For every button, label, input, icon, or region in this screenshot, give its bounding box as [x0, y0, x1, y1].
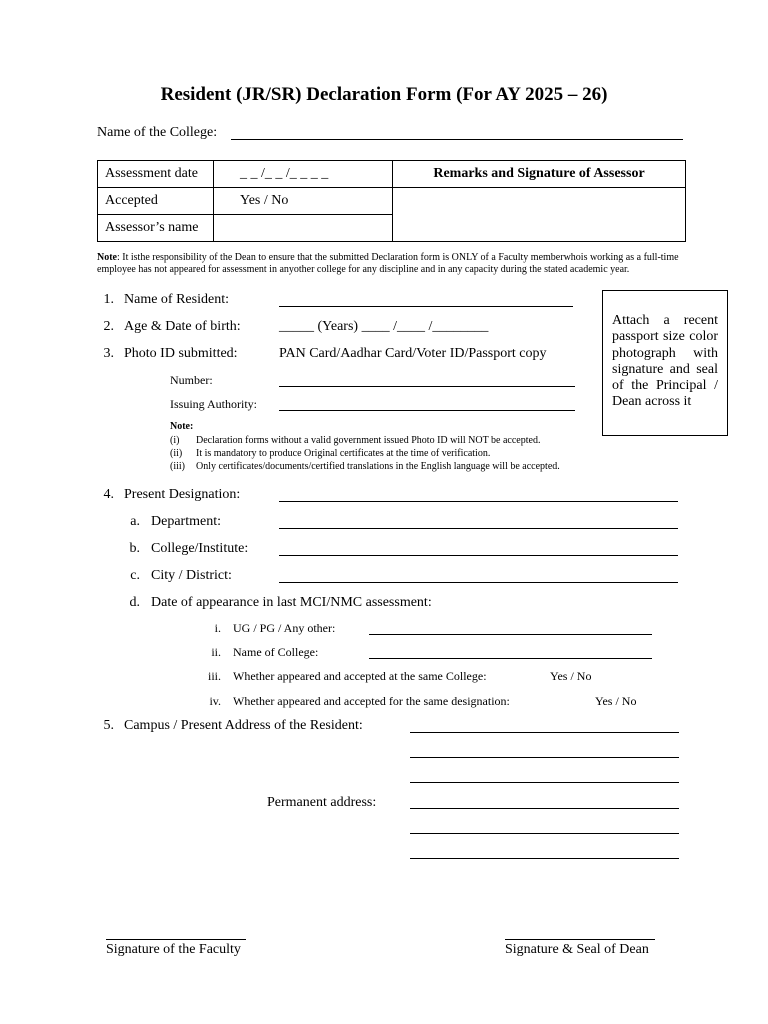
ug-pg-field[interactable] — [369, 634, 652, 635]
note-top-line2: employee has not appeared for assessment in anyother college for any discipline and in any capacity during the stated academic year. — [97, 264, 630, 275]
assessment-date-label: Assessment date — [98, 161, 214, 188]
permanent-address-line-2[interactable] — [410, 833, 679, 834]
city-district-label: City / District: — [151, 568, 232, 583]
city-district-field[interactable] — [279, 582, 678, 583]
item-4-number: 4. — [103, 487, 114, 502]
item-1-number: 1. — [103, 292, 114, 307]
assessment-table — [97, 160, 686, 242]
college-institute-label: College/Institute: — [151, 541, 249, 556]
same-designation-label: Whether appeared and accepted for the same designation: — [233, 694, 510, 708]
item-2-number: 2. — [103, 319, 114, 334]
note-top-text1: : It isthe responsibility of the Dean to ensure that the submitted Declaration form is ONLY of a Faculty memberwhois working as a full-time — [117, 252, 679, 263]
designation-field[interactable] — [279, 501, 678, 502]
item-5-number: 5. — [103, 718, 114, 733]
id-note-1-num: (i) — [170, 435, 180, 446]
sub-i-number: i. — [214, 621, 221, 635]
id-note-title: Note: — [170, 421, 194, 432]
remarks-signature-cell[interactable] — [393, 188, 686, 242]
accepted-value[interactable]: Yes / No — [214, 188, 393, 215]
designation-label: Present Designation: — [124, 487, 241, 502]
issuing-authority-label: Issuing Authority: — [170, 397, 258, 411]
id-note-2-num: (ii) — [170, 448, 183, 459]
present-address-line-3[interactable] — [410, 782, 679, 783]
note-top-label: Note — [97, 252, 117, 263]
assessor-name-field[interactable] — [214, 215, 393, 242]
item-1-label: Name of Resident: — [124, 292, 229, 307]
id-note-3: Only certificates/documents/certified translations in the English language will be accepted. — [196, 461, 560, 472]
resident-name-field[interactable] — [279, 306, 573, 307]
ug-pg-label: UG / PG / Any other: — [233, 621, 336, 635]
accepted-label: Accepted — [98, 188, 214, 215]
id-note-1: Declaration forms without a valid government issued Photo ID will NOT be accepted. — [196, 435, 541, 446]
item-3-label: Photo ID submitted: — [124, 346, 238, 361]
same-college-label: Whether appeared and accepted at the same College: — [233, 669, 487, 683]
college-institute-field[interactable] — [279, 555, 678, 556]
remarks-header: Remarks and Signature of Assessor — [393, 161, 686, 188]
permanent-address-line-1[interactable] — [410, 808, 679, 809]
item-2-label: Age & Date of birth: — [124, 319, 241, 334]
id-number-field[interactable] — [279, 386, 575, 387]
last-assessment-label: Date of appearance in last MCI/NMC assessment: — [151, 595, 432, 610]
faculty-signature-label: Signature of the Faculty — [106, 942, 241, 957]
sub-college-label: Name of College: — [233, 645, 319, 659]
age-dob-field[interactable]: _____ (Years) ____ /____ /________ — [279, 319, 489, 334]
department-field[interactable] — [279, 528, 678, 529]
dean-signature-label: Signature & Seal of Dean — [505, 942, 649, 957]
sub-iii-number: iii. — [207, 669, 221, 683]
college-label: Name of the College: — [97, 125, 218, 140]
same-college-yes-no[interactable]: Yes / No — [550, 669, 592, 683]
photo-box-text: Attach a recent passport size color photograph with signature and seal of the Principal / Dean across it — [612, 313, 718, 410]
present-address-line-2[interactable] — [410, 757, 679, 758]
sub-college-field[interactable] — [369, 658, 652, 659]
present-address-label: Campus / Present Address of the Resident: — [124, 718, 363, 733]
sub-iv-number: iv. — [209, 694, 221, 708]
sub-ii-number: ii. — [211, 645, 221, 659]
permanent-address-label: Permanent address: — [267, 795, 377, 810]
id-note-3-num: (iii) — [170, 461, 185, 472]
assessment-date-value[interactable]: _ _ /_ _ /_ _ _ _ — [214, 161, 393, 188]
permanent-address-line-3[interactable] — [410, 858, 679, 859]
assessor-name-label: Assessor’s name — [98, 215, 214, 242]
dean-signature-line[interactable] — [505, 939, 655, 940]
item-4d-number: d. — [129, 595, 140, 610]
item-3-number: 3. — [103, 346, 114, 361]
id-note-2: It is mandatory to produce Original certificates at the time of verification. — [196, 448, 491, 459]
faculty-signature-line[interactable] — [106, 939, 246, 940]
item-4b-number: b. — [129, 541, 140, 556]
college-name-field[interactable] — [231, 139, 683, 140]
id-number-label: Number: — [170, 373, 213, 387]
photo-id-options[interactable]: PAN Card/Aadhar Card/Voter ID/Passport copy — [279, 346, 547, 361]
note-top-line1 — [97, 252, 679, 263]
department-label: Department: — [151, 514, 221, 529]
same-designation-yes-no[interactable]: Yes / No — [595, 694, 637, 708]
item-4c-number: c. — [130, 568, 140, 583]
photo-attach-box[interactable] — [602, 290, 728, 436]
item-4a-number: a. — [130, 514, 140, 529]
present-address-line-1[interactable] — [410, 732, 679, 733]
page-title: Resident (JR/SR) Declaration Form (For AY 2025 – 26) — [160, 84, 608, 105]
issuing-authority-field[interactable] — [279, 410, 575, 411]
